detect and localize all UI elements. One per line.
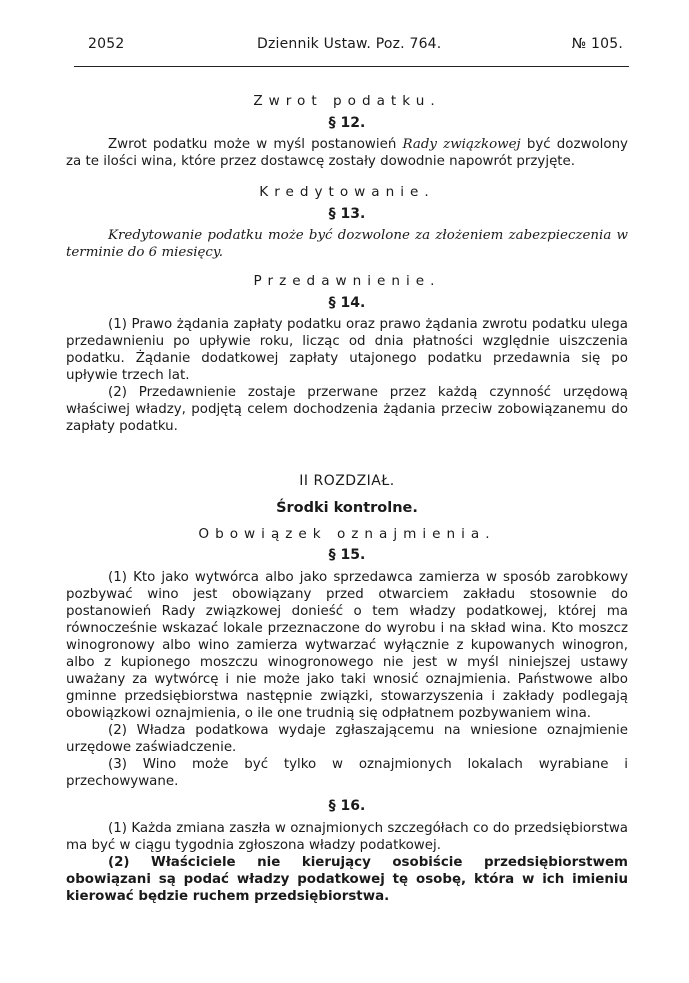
paragraph-number-13: § 13.	[328, 206, 366, 222]
section-16-paragraph-1: (1) Każda zmiana zaszła w oznajmionych szczegółach co do przedsiębiorstwa ma być w ciągu tygodnia zgłoszona władzy podatkowej.	[66, 821, 628, 853]
section-12-text-a: Zwrot podatku może w myśl postanowień	[108, 137, 403, 152]
section-heading-zwrot: Zwrot podatku.	[253, 93, 441, 109]
section-12-text	[66, 136, 628, 170]
section-heading-przedawnienie: Przedawnienie.	[253, 273, 441, 289]
section-15-paragraph-2: (2) Władza podatkowa wydaje zgłaszającemu na wniesione oznajmienie urzędowe zaświadczenie.	[66, 723, 628, 755]
section-heading-obowiazek: Obowiązek oznajmienia.	[198, 526, 496, 542]
issue-number: № 105.	[571, 36, 623, 52]
page-number: 2052	[88, 36, 125, 52]
section-heading-kredytowanie: Kredytowanie.	[259, 184, 435, 200]
section-12-text-b: być dozwolony za te ilości wina, które przez dostawcę zostały dowodnie napowrót przyjęte.	[66, 137, 628, 169]
section-15-paragraph-1: (1) Kto jako wytwórca albo jako sprzedawca zamierza w sposób zarobkowy pozbywać wino jest obowiązany przed otwarciem zakładu stosownie do postanowień Rady związkowej donieść o tem władzy podatkowej, której ma równocześnie wskazać lokale przeznaczone do wyrobu i na skład wina. Kto moszcz winogronowy albo wino zamierza wytwarzać wyłącznie z kupowanych winogron, albo z kupionego moszczu winogronowego nie jest w myśl niniejszej ustawy uważany za wytwórcę i nie może jako taki wnosić oznajmienia. Państwowe albo gminne przedsiębiorstwa następnie związki, stowarzyszenia i zakłady podlegają obowiązkowi oznajmienia, o ile one trudnią się odpłatnem pozbywaniem wina.	[66, 570, 628, 721]
section-12-text-italic: Rady związkowej	[402, 137, 521, 152]
section-14-paragraph-1: (1) Prawo żądania zapłaty podatku oraz prawo żądania zwrotu podatku ulega przedawnieniu po upływie roku, licząc od dnia płatności względnie uiszczenia podatku. Żądanie dodatkowej zapłaty utajonego podatku przedawnia się po upływie trzech lat.	[66, 317, 628, 383]
paragraph-number-12: § 12.	[328, 115, 366, 131]
section-15-paragraph-3: (3) Wino może być tylko w oznajmionych lokalach wyrabiane i przechowywane.	[66, 757, 628, 789]
page-body	[66, 93, 628, 905]
section-13-text: Kredytowanie podatku może być dozwolone za złożeniem zabezpieczenia w terminie do 6 miesięcy.	[66, 228, 628, 260]
paragraph-number-15: § 15.	[328, 547, 366, 563]
section-16-paragraph-2: (2) Właściciele nie kierujący osobiście przedsiębiorstwem obowiązani są podać władzy podatkowej tę osobę, która w ich imieniu kierować będzie ruchem przedsiębiorstwa.	[66, 855, 628, 904]
chapter-label: II ROZDZIAŁ.	[299, 473, 395, 489]
section-14-paragraph-2: (2) Przedawnienie zostaje przerwane przez każdą czynność urzędową właściwej władzy, podjętą celem dochodzenia żądania przeciw zobowiązanemu do zapłaty podatku.	[66, 385, 628, 434]
paragraph-number-16: § 16.	[328, 798, 366, 814]
header-rule	[74, 66, 629, 67]
journal-title: Dziennik Ustaw. Poz. 764.	[257, 36, 442, 52]
chapter-title: Środki kontrolne.	[276, 500, 418, 516]
paragraph-number-14: § 14.	[328, 295, 366, 311]
page-header	[72, 36, 623, 56]
